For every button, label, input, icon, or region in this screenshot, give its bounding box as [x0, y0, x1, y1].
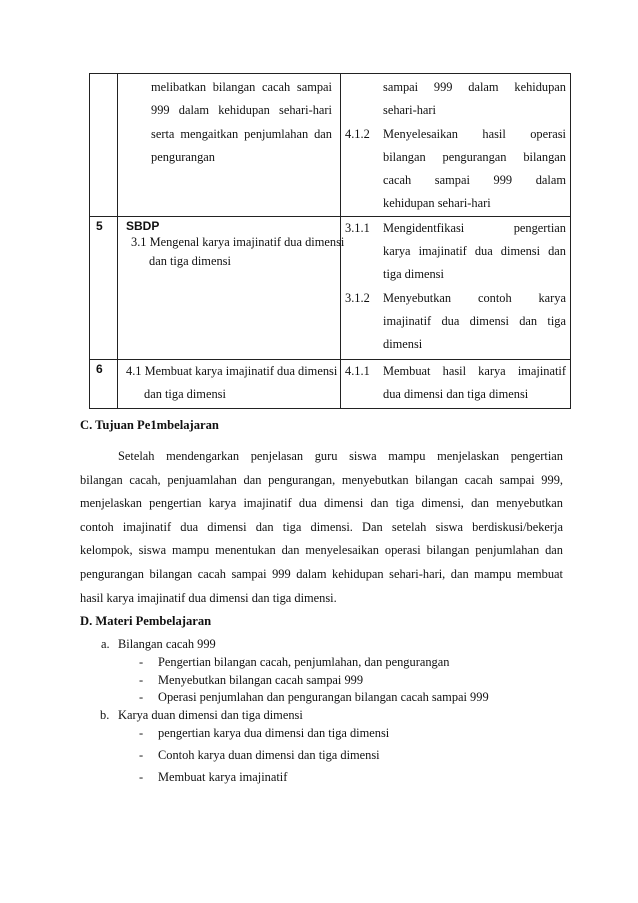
row-number: 5	[90, 216, 118, 359]
section-c-paragraph	[80, 445, 563, 610]
indicator-code: 3.1.1	[345, 220, 370, 235]
cell-kd-continued	[118, 74, 341, 217]
indicator-line: dimensi	[383, 337, 423, 352]
indicator-code: 4.1.1	[345, 363, 370, 378]
paragraph-line: Setelah mendengarkan penjelasan guru siswa mampu menjelaskan pengertian	[118, 449, 563, 463]
kd-line: dan tiga dimensi	[149, 253, 231, 268]
list-label-b: b.	[100, 708, 110, 722]
list-dash: -	[139, 770, 144, 784]
kd-line: melibatkan bilangan cacah sampai	[151, 80, 332, 94]
list-item: Contoh karya duan dimensi dan tiga dimensi	[158, 748, 380, 762]
indicator-code: 4.1.2	[345, 126, 370, 141]
kd-line: pengurangan	[151, 149, 215, 164]
cell-indicator-continued	[341, 74, 571, 217]
indicator-line: cacah sampai 999 dalam	[383, 173, 566, 188]
paragraph-line: kelompok, siswa mampu menentukan dan menyelesaikan operasi bilangan penjumlahan dan	[80, 543, 563, 558]
kd-line: 3.1 Mengenal karya imajinatif dua dimensi	[131, 234, 345, 249]
table-row-6	[90, 359, 571, 409]
list-item: Membuat karya imajinatif	[158, 770, 288, 784]
cell-kd-sbdp	[118, 216, 345, 359]
section-d-heading: D. Materi Pembelajaran	[80, 614, 212, 628]
kd-line: dan tiga dimensi	[144, 386, 226, 401]
indicator-line: sehari-hari	[383, 103, 436, 118]
subject-name: SBDP	[126, 218, 160, 233]
indicator-line: tiga dimensi	[383, 267, 444, 282]
table-row-continued	[90, 74, 571, 217]
list-label-a: a.	[101, 637, 110, 651]
indicator-line: kehidupan sehari-hari	[383, 196, 491, 211]
kd-line: serta mengaitkan penjumlahan dan	[151, 126, 332, 141]
indicator-line: Membuat hasil karya imajinatif	[383, 363, 566, 378]
cell-kd-row6	[118, 359, 341, 409]
paragraph-line: menjelaskan pengertian karya imajinatif dua dimensi dan tiga dimensi, dan menyebutkan	[80, 496, 563, 511]
indicator-line: Menyebutkan contoh karya	[383, 290, 566, 305]
list-dash: -	[139, 690, 144, 704]
list-item: pengertian karya dua dimensi dan tiga dimensi	[158, 726, 390, 740]
list-item: Operasi penjumlahan dan pengurangan bilangan cacah sampai 999	[158, 690, 489, 704]
list-item: Menyebutkan bilangan cacah sampai 999	[158, 673, 364, 687]
indicator-line: sampai 999 dalam kehidupan	[383, 80, 566, 94]
indicator-line: bilangan pengurangan bilangan	[383, 149, 566, 164]
list-dash: -	[139, 748, 144, 762]
cell-no-empty	[90, 74, 118, 217]
list-item: Pengertian bilangan cacah, penjumlahan, dan pengurangan	[158, 655, 450, 669]
row-number: 6	[90, 359, 118, 409]
list-title-a: Bilangan cacah 999	[118, 637, 216, 651]
list-title-b: Karya duan dimensi dan tiga dimensi	[118, 708, 303, 722]
indicator-line: imajinatif dua dimensi dan tiga	[383, 313, 566, 328]
indicator-line: dua dimensi dan tiga dimensi	[383, 386, 529, 401]
list-dash: -	[139, 673, 144, 687]
paragraph-line: contoh imajinatif dua dimensi dan tiga dimensi. Dan setelah siswa berdiskusi/bekerja	[80, 519, 563, 534]
indicator-line: Menyelesaikan hasil operasi	[383, 126, 566, 141]
list-dash: -	[139, 655, 144, 669]
cell-indicator-row6	[341, 359, 571, 409]
indicator-line: Mengidentfikasi pengertian	[383, 220, 566, 235]
indicator-code: 3.1.2	[345, 290, 370, 305]
cell-indicator-sbdp	[341, 216, 571, 359]
list-dash: -	[139, 726, 144, 740]
kd-line: 999 dalam kehidupan sehari-hari	[151, 103, 332, 118]
paragraph-line: bilangan cacah, penjuamlahan dan pengurangan, menyebutkan bilangan cacah sampai 999,	[80, 472, 563, 487]
indicator-line: karya imajinatif dua dimensi dan	[383, 244, 566, 259]
table-row-sbdp	[90, 216, 571, 359]
section-c-heading: C. Tujuan Pe1mbelajaran	[80, 418, 219, 432]
competency-table	[89, 73, 571, 409]
kd-line: 4.1 Membuat karya imajinatif dua dimensi	[126, 363, 338, 378]
paragraph-line: hasil karya imajinatif dua dimensi dan tiga dimensi.	[80, 590, 337, 605]
paragraph-line: pengurangan bilangan cacah sampai 999 dalam kehidupan sehari-hari, dan mampu membuat	[80, 566, 563, 581]
